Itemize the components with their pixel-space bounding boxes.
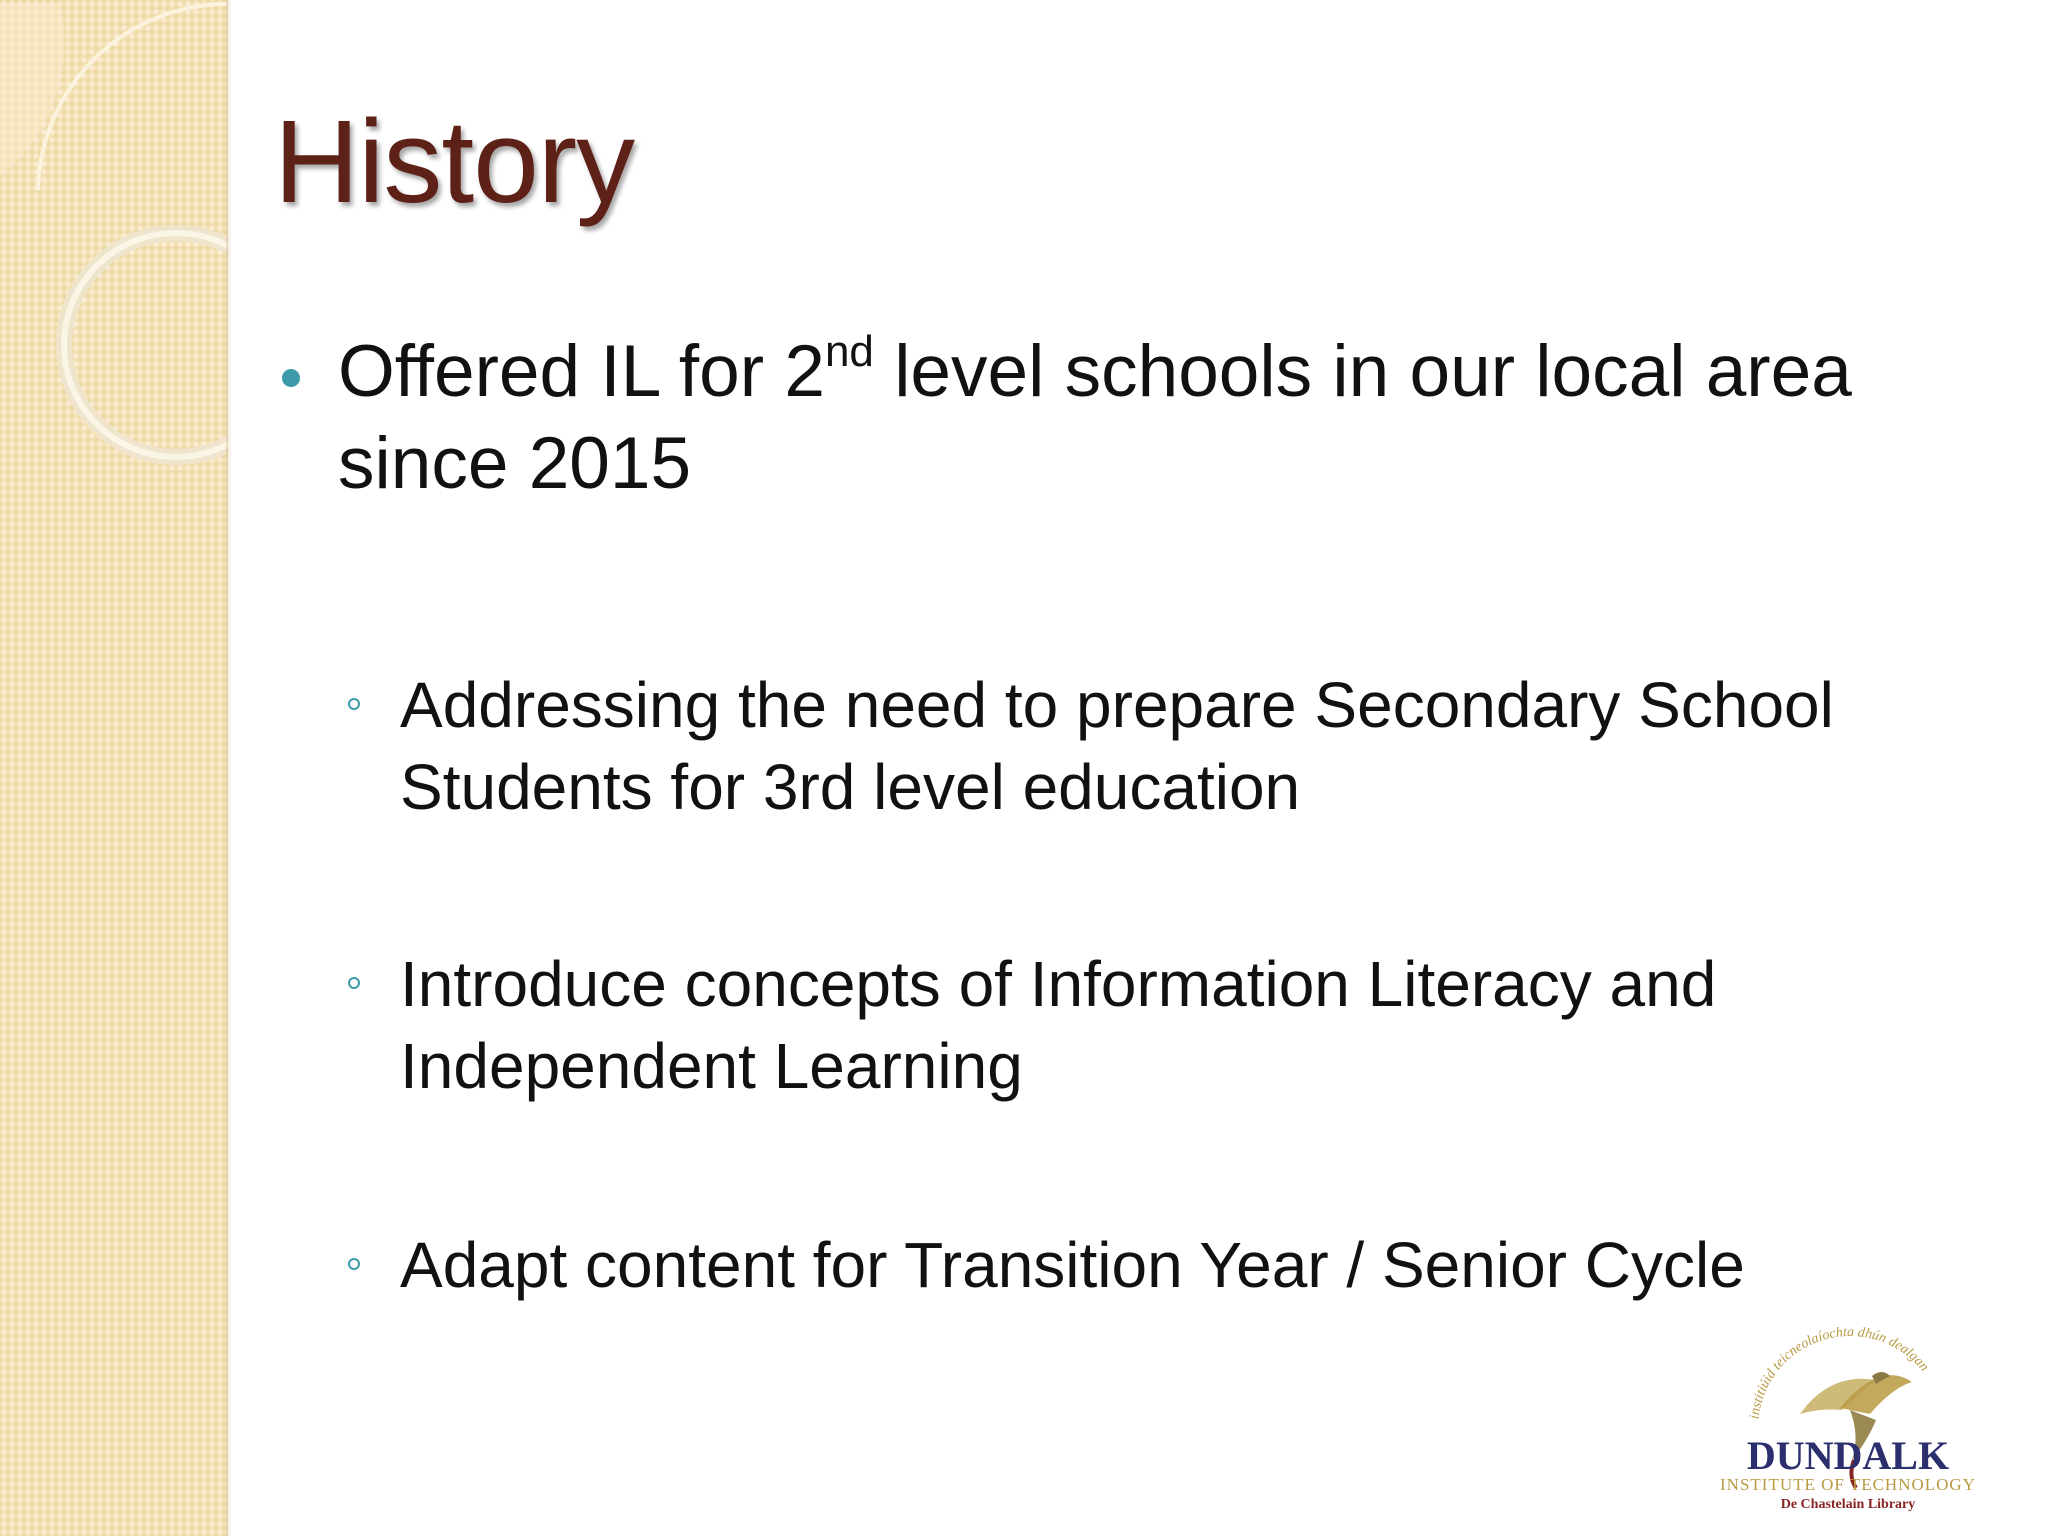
sub-bullet-text-1: Addressing the need to prepare Secondary School Students for 3rd level education: [400, 669, 1834, 823]
sub-bullet-ring-icon: [348, 1258, 360, 1270]
sub-bullet-text-3: Adapt content for Transition Year / Senior Cycle: [400, 1229, 1745, 1301]
bullet-dot-icon: [282, 369, 300, 387]
sub-bullet-text-2: Introduce concepts of Information Literacy and Independent Learning: [400, 948, 1717, 1102]
dundalk-it-logo: [1680, 1310, 2010, 1516]
dundalk-logo-emblem-icon: [1680, 1310, 2010, 1516]
slide-title: History: [274, 96, 635, 228]
logo-library: De Chastelain Library: [1780, 1497, 1916, 1512]
side-decorative-strip: [0, 0, 228, 1536]
bullet-text-start: Offered IL for 2: [338, 331, 825, 412]
sub-bullet-ring-icon: [348, 698, 360, 710]
logo-subtitle: INSTITUTE OF TECHNOLOGY: [1720, 1475, 1976, 1494]
sub-bullet-ring-icon: [348, 977, 360, 989]
bullet-text: [338, 326, 2028, 510]
ring-ornament-icon: [0, 0, 228, 500]
side-strip-edge: [226, 0, 232, 1536]
logo-name: DUNDALK: [1746, 1433, 1950, 1478]
bullet-superscript: nd: [824, 327, 874, 376]
logo-arc-text: institiúid teicneolaíochta dhún dealgan: [1747, 1324, 1932, 1420]
bullet-text-end: level schools in our local area since 2015: [338, 331, 1852, 504]
